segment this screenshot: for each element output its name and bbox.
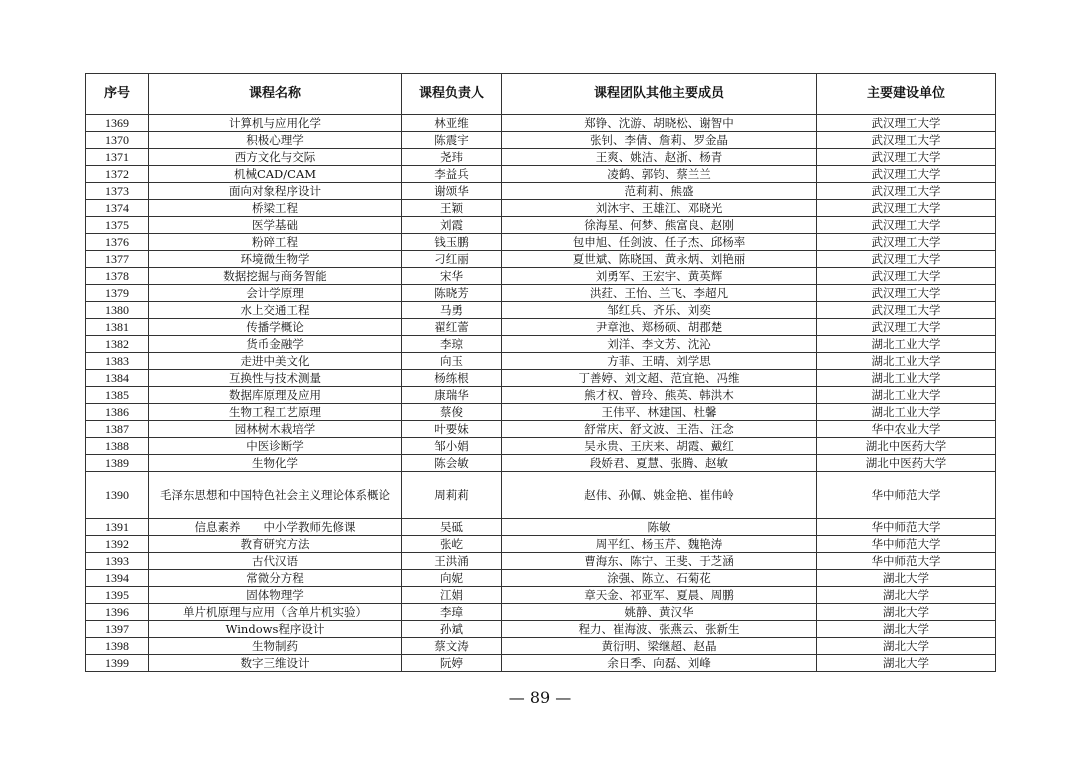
cell-course-lead: 吴砥 — [402, 519, 502, 536]
cell-serial-number: 1394 — [86, 570, 149, 587]
cell-course-lead: 周莉莉 — [402, 472, 502, 519]
cell-course-name: 计算机与应用化学 — [149, 115, 402, 132]
cell-course-lead: 林亚维 — [402, 115, 502, 132]
cell-course-lead: 陈会敏 — [402, 455, 502, 472]
cell-institution: 武汉理工大学 — [817, 302, 996, 319]
cell-serial-number: 1386 — [86, 404, 149, 421]
table-row — [86, 183, 996, 200]
cell-institution: 武汉理工大学 — [817, 217, 996, 234]
table-row — [86, 353, 996, 370]
cell-course-lead: 陈震宇 — [402, 132, 502, 149]
cell-institution: 湖北大学 — [817, 604, 996, 621]
table-row — [86, 115, 996, 132]
cell-team-members: 舒常庆、舒文波、王浩、汪念 — [502, 421, 817, 438]
table-row — [86, 370, 996, 387]
cell-team-members: 包申旭、任剑波、任子杰、邱杨率 — [502, 234, 817, 251]
cell-course-lead: 向玉 — [402, 353, 502, 370]
cell-course-lead: 宋华 — [402, 268, 502, 285]
cell-institution: 湖北工业大学 — [817, 370, 996, 387]
header-team-members: 课程团队其他主要成员 — [502, 74, 817, 115]
cell-course-lead: 陈晓芳 — [402, 285, 502, 302]
cell-serial-number: 1382 — [86, 336, 149, 353]
cell-course-lead: 孙斌 — [402, 621, 502, 638]
cell-institution: 湖北中医药大学 — [817, 438, 996, 455]
cell-course-lead: 李璋 — [402, 604, 502, 621]
cell-team-members: 徐海星、何梦、熊富良、赵刚 — [502, 217, 817, 234]
table-row — [86, 519, 996, 536]
cell-course-lead: 阮婷 — [402, 655, 502, 672]
cell-team-members: 张钊、李倩、詹莉、罗金晶 — [502, 132, 817, 149]
cell-serial-number: 1381 — [86, 319, 149, 336]
cell-course-lead: 杨练根 — [402, 370, 502, 387]
cell-course-name: 生物工程工艺原理 — [149, 404, 402, 421]
cell-institution: 湖北中医药大学 — [817, 455, 996, 472]
table-row — [86, 553, 996, 570]
cell-course-lead: 李琼 — [402, 336, 502, 353]
cell-serial-number: 1371 — [86, 149, 149, 166]
cell-course-name: 信息素养 中小学教师先修课 — [149, 519, 402, 536]
cell-team-members: 曹海东、陈宁、王斐、于芝涵 — [502, 553, 817, 570]
cell-serial-number: 1397 — [86, 621, 149, 638]
cell-course-name: 园林树木栽培学 — [149, 421, 402, 438]
cell-course-name: 面向对象程序设计 — [149, 183, 402, 200]
cell-course-name: 货币金融学 — [149, 336, 402, 353]
table-row — [86, 638, 996, 655]
cell-team-members: 王爽、姚洁、赵浙、杨青 — [502, 149, 817, 166]
cell-institution: 武汉理工大学 — [817, 149, 996, 166]
cell-course-lead: 钱玉鹏 — [402, 234, 502, 251]
cell-course-name: 数据库原理及应用 — [149, 387, 402, 404]
cell-course-name: 积极心理学 — [149, 132, 402, 149]
cell-serial-number: 1379 — [86, 285, 149, 302]
cell-serial-number: 1396 — [86, 604, 149, 621]
cell-course-name: 数据挖掘与商务智能 — [149, 268, 402, 285]
cell-team-members: 余日季、向磊、刘峰 — [502, 655, 817, 672]
cell-course-name: 西方文化与交际 — [149, 149, 402, 166]
header-serial-number: 序号 — [86, 74, 149, 115]
cell-course-lead: 张屹 — [402, 536, 502, 553]
cell-course-name: 走进中美文化 — [149, 353, 402, 370]
table-row — [86, 149, 996, 166]
cell-institution: 武汉理工大学 — [817, 268, 996, 285]
cell-institution: 武汉理工大学 — [817, 234, 996, 251]
cell-serial-number: 1399 — [86, 655, 149, 672]
cell-institution: 武汉理工大学 — [817, 183, 996, 200]
cell-serial-number: 1390 — [86, 472, 149, 519]
cell-institution: 湖北大学 — [817, 638, 996, 655]
cell-course-name: 固体物理学 — [149, 587, 402, 604]
page-number: — 89 — — [508, 688, 572, 707]
cell-institution: 湖北大学 — [817, 587, 996, 604]
table-row — [86, 587, 996, 604]
cell-institution: 湖北大学 — [817, 570, 996, 587]
cell-serial-number: 1380 — [86, 302, 149, 319]
cell-team-members: 方菲、王晴、刘学思 — [502, 353, 817, 370]
cell-institution: 湖北工业大学 — [817, 387, 996, 404]
cell-course-lead: 刁红丽 — [402, 251, 502, 268]
cell-course-name: 中医诊断学 — [149, 438, 402, 455]
cell-serial-number: 1385 — [86, 387, 149, 404]
cell-team-members: 段娇君、夏慧、张腾、赵敏 — [502, 455, 817, 472]
cell-team-members: 刘沐宇、王雄江、邓晓光 — [502, 200, 817, 217]
cell-course-name: 医学基础 — [149, 217, 402, 234]
cell-course-name: 桥梁工程 — [149, 200, 402, 217]
course-table — [85, 73, 996, 672]
cell-institution: 华中师范大学 — [817, 472, 996, 519]
table-row — [86, 285, 996, 302]
cell-course-lead: 李益兵 — [402, 166, 502, 183]
table-header-row — [86, 74, 996, 115]
cell-institution: 华中师范大学 — [817, 553, 996, 570]
header-course-lead: 课程负责人 — [402, 74, 502, 115]
cell-institution: 湖北工业大学 — [817, 353, 996, 370]
cell-institution: 武汉理工大学 — [817, 166, 996, 183]
table-row — [86, 455, 996, 472]
cell-team-members: 姚静、黄汉华 — [502, 604, 817, 621]
cell-serial-number: 1398 — [86, 638, 149, 655]
cell-serial-number: 1369 — [86, 115, 149, 132]
cell-institution: 武汉理工大学 — [817, 285, 996, 302]
table-row — [86, 302, 996, 319]
cell-serial-number: 1375 — [86, 217, 149, 234]
cell-course-lead: 翟红蕾 — [402, 319, 502, 336]
cell-course-name: 传播学概论 — [149, 319, 402, 336]
table-body — [86, 115, 996, 672]
cell-institution: 华中师范大学 — [817, 519, 996, 536]
cell-course-lead: 江娟 — [402, 587, 502, 604]
table-row — [86, 268, 996, 285]
table-row — [86, 421, 996, 438]
cell-course-name: 生物制药 — [149, 638, 402, 655]
cell-serial-number: 1388 — [86, 438, 149, 455]
cell-course-lead: 谢颂华 — [402, 183, 502, 200]
table-row — [86, 536, 996, 553]
cell-team-members: 章天金、祁亚军、夏晨、周鹏 — [502, 587, 817, 604]
cell-serial-number: 1373 — [86, 183, 149, 200]
cell-institution: 湖北大学 — [817, 655, 996, 672]
cell-course-lead: 向妮 — [402, 570, 502, 587]
cell-team-members: 夏世斌、陈晓国、黄永炳、刘艳丽 — [502, 251, 817, 268]
cell-team-members: 涂强、陈立、石菊花 — [502, 570, 817, 587]
table-row — [86, 234, 996, 251]
cell-team-members: 赵伟、孙佩、姚金艳、崔伟岭 — [502, 472, 817, 519]
cell-team-members: 刘勇军、王宏宇、黄英辉 — [502, 268, 817, 285]
cell-serial-number: 1395 — [86, 587, 149, 604]
cell-team-members: 吴永贵、王庆来、胡霞、戴红 — [502, 438, 817, 455]
table-row — [86, 132, 996, 149]
cell-team-members: 尹章池、郑杨硕、胡郡楚 — [502, 319, 817, 336]
cell-serial-number: 1393 — [86, 553, 149, 570]
cell-institution: 湖北大学 — [817, 621, 996, 638]
table-row — [86, 621, 996, 638]
cell-course-lead: 蔡文涛 — [402, 638, 502, 655]
table-row — [86, 570, 996, 587]
table-row — [86, 166, 996, 183]
cell-team-members: 周平红、杨玉芹、魏艳涛 — [502, 536, 817, 553]
cell-course-lead: 王颖 — [402, 200, 502, 217]
cell-course-name: 数字三维设计 — [149, 655, 402, 672]
cell-team-members: 熊才权、曾玲、熊英、韩洪木 — [502, 387, 817, 404]
cell-course-name: 粉碎工程 — [149, 234, 402, 251]
cell-institution: 武汉理工大学 — [817, 251, 996, 268]
cell-team-members: 范莉莉、熊盛 — [502, 183, 817, 200]
cell-course-lead: 邹小娟 — [402, 438, 502, 455]
cell-team-members: 陈敏 — [502, 519, 817, 536]
cell-course-name: 会计学原理 — [149, 285, 402, 302]
table-row — [86, 404, 996, 421]
cell-serial-number: 1391 — [86, 519, 149, 536]
cell-serial-number: 1374 — [86, 200, 149, 217]
table-row — [86, 387, 996, 404]
table-row — [86, 200, 996, 217]
cell-institution: 华中师范大学 — [817, 536, 996, 553]
cell-serial-number: 1387 — [86, 421, 149, 438]
cell-course-name: 互换性与技术测量 — [149, 370, 402, 387]
cell-serial-number: 1372 — [86, 166, 149, 183]
cell-institution: 华中农业大学 — [817, 421, 996, 438]
cell-institution: 武汉理工大学 — [817, 132, 996, 149]
cell-course-name: 水上交通工程 — [149, 302, 402, 319]
cell-serial-number: 1384 — [86, 370, 149, 387]
cell-team-members: 刘洋、李文芳、沈沁 — [502, 336, 817, 353]
cell-course-name: 单片机原理与应用（含单片机实验） — [149, 604, 402, 621]
cell-team-members: 黄衍明、梁继超、赵晶 — [502, 638, 817, 655]
cell-institution: 湖北工业大学 — [817, 336, 996, 353]
cell-institution: 武汉理工大学 — [817, 200, 996, 217]
header-institution: 主要建设单位 — [817, 74, 996, 115]
table-row — [86, 336, 996, 353]
cell-team-members: 洪荭、王怡、兰飞、李超凡 — [502, 285, 817, 302]
cell-team-members: 王伟平、林建国、杜馨 — [502, 404, 817, 421]
table-row — [86, 319, 996, 336]
cell-course-name: 常微分方程 — [149, 570, 402, 587]
cell-serial-number: 1392 — [86, 536, 149, 553]
cell-serial-number: 1377 — [86, 251, 149, 268]
table-row — [86, 655, 996, 672]
cell-course-lead: 马勇 — [402, 302, 502, 319]
cell-serial-number: 1376 — [86, 234, 149, 251]
table-row — [86, 438, 996, 455]
header-course-name: 课程名称 — [149, 74, 402, 115]
cell-institution: 武汉理工大学 — [817, 115, 996, 132]
cell-course-lead: 康瑞华 — [402, 387, 502, 404]
cell-team-members: 凌鹤、郭钧、蔡兰兰 — [502, 166, 817, 183]
cell-course-name: Windows程序设计 — [149, 621, 402, 638]
cell-institution: 武汉理工大学 — [817, 319, 996, 336]
cell-course-name: 古代汉语 — [149, 553, 402, 570]
cell-team-members: 丁善婷、刘文超、范宜艳、冯维 — [502, 370, 817, 387]
cell-team-members: 郑铮、沈游、胡晓松、谢智中 — [502, 115, 817, 132]
cell-course-name: 毛泽东思想和中国特色社会主义理论体系概论 — [149, 472, 402, 519]
table-row — [86, 604, 996, 621]
cell-team-members: 程力、崔海波、张燕云、张新生 — [502, 621, 817, 638]
cell-course-lead: 蔡俊 — [402, 404, 502, 421]
cell-course-name: 生物化学 — [149, 455, 402, 472]
cell-serial-number: 1383 — [86, 353, 149, 370]
cell-team-members: 邹红兵、齐乐、刘奕 — [502, 302, 817, 319]
table-row — [86, 472, 996, 519]
cell-serial-number: 1378 — [86, 268, 149, 285]
cell-serial-number: 1389 — [86, 455, 149, 472]
table-row — [86, 217, 996, 234]
table-row — [86, 251, 996, 268]
cell-course-lead: 刘霞 — [402, 217, 502, 234]
cell-course-lead: 尧玮 — [402, 149, 502, 166]
cell-serial-number: 1370 — [86, 132, 149, 149]
cell-course-lead: 王洪涌 — [402, 553, 502, 570]
cell-institution: 湖北工业大学 — [817, 404, 996, 421]
cell-course-name: 教育研究方法 — [149, 536, 402, 553]
cell-course-name: 机械CAD/CAM — [149, 166, 402, 183]
cell-course-lead: 叶要妹 — [402, 421, 502, 438]
cell-course-name: 环境微生物学 — [149, 251, 402, 268]
